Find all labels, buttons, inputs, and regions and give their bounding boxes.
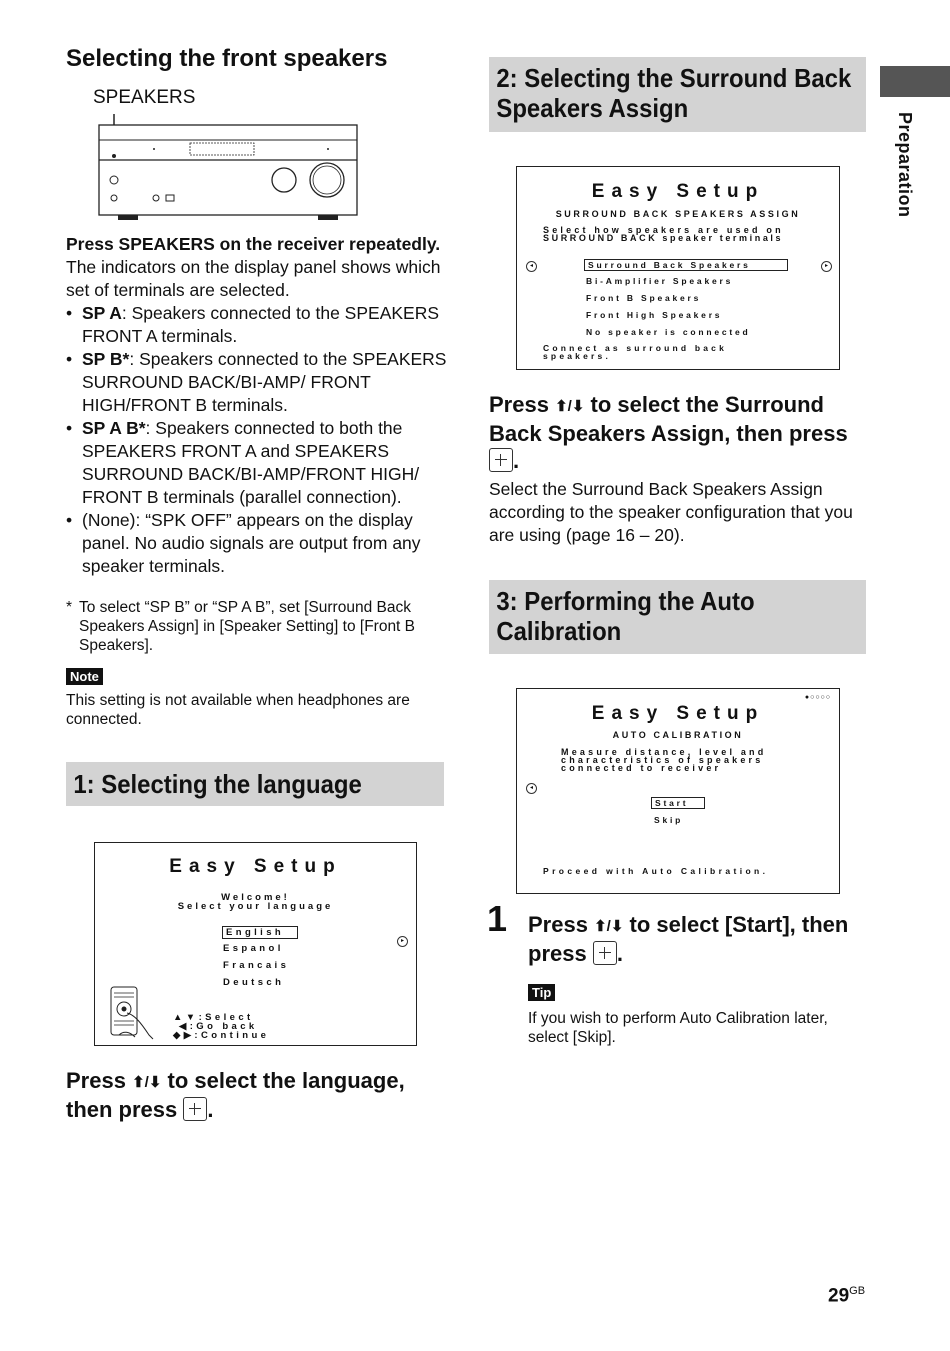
screen-desc-line1: Select how speakers are used on [543, 225, 784, 235]
option-skip[interactable]: Skip [654, 815, 684, 825]
tip-text: If you wish to perform Auto Calibration later, select [Skip]. [528, 1010, 828, 1046]
option-start[interactable]: Start [651, 797, 705, 809]
receiver-illustration [96, 110, 362, 222]
screen-desc-line1: Measure distance, level and [561, 747, 767, 757]
option-front-b[interactable]: Front B Speakers [586, 293, 702, 303]
option-bi-amplifier[interactable]: Bi-Amplifier Speakers [586, 276, 734, 286]
enter-key-icon [593, 941, 617, 965]
legend-select: ▲▼:Select [173, 1012, 254, 1023]
tip-block [528, 984, 863, 1047]
page-number: $29^{GB}$ [828, 1285, 866, 1307]
section1-title: 1: Selecting the language [73, 769, 362, 799]
surround-description: Select the Surround Back Speakers Assign according to the speaker configuration that you are using (page 16 – 20). [489, 479, 853, 545]
next-arrow-icon: ▸ [821, 261, 832, 272]
speaker-modes-list [66, 302, 451, 578]
list-item: • SP B*: Speakers connected to the SPEAKERS SURROUND BACK/BI-AMP/ FRONT HIGH/FRONT B terminals. [82, 348, 451, 417]
language-option-deutsch[interactable]: Deutsch [223, 977, 285, 988]
enter-key-icon [489, 448, 513, 472]
auto-calibration-screen [516, 688, 840, 894]
legend-go-back: ◀:Go back [179, 1021, 258, 1032]
screen-title: Easy Setup [591, 703, 765, 724]
press-start-instruction: Press ⬆/⬇ to select [Start], then press . [528, 912, 849, 966]
option-no-speaker[interactable]: No speaker is connected [586, 327, 751, 337]
language-option-francais[interactable]: Francais [223, 960, 290, 971]
section2-banner [489, 57, 866, 132]
section1-banner [66, 762, 444, 806]
welcome-text: Welcome! [221, 892, 290, 903]
instruction-text: Press SPEAKERS on the receiver repeatedly. [66, 234, 441, 254]
footnote [66, 598, 446, 655]
screen-subtitle: AUTO CALIBRATION [612, 730, 744, 740]
next-arrow-icon: ▸ [397, 936, 408, 947]
option-front-high[interactable]: Front High Speakers [586, 310, 723, 320]
screen-title: Easy Setup [169, 856, 342, 877]
footnote-text: To select “SP B” or “SP A B”, set [Surround Back Speakers Assign] in [Speaker Setting] to [Front B Speakers]. [79, 599, 416, 654]
legend-continue: ◆▶:Continue [173, 1030, 270, 1041]
select-language-text: Select your language [177, 901, 334, 912]
side-tab-bar [880, 66, 950, 97]
screen-footer-line2: speakers. [543, 351, 612, 361]
language-screen [94, 842, 417, 1046]
screen-footer-line1: Connect as surround back [543, 343, 728, 353]
note-label: Note [66, 668, 103, 685]
step-number: 1 [487, 898, 508, 939]
note-block [66, 668, 446, 729]
side-tab-label: Preparation [895, 112, 915, 218]
prev-arrow-icon: ◂ [526, 261, 537, 272]
press-surround-instruction: Press ⬆/⬇ to select the Surround Back Speakers Assign, then press . [489, 392, 848, 473]
section3-banner [489, 580, 866, 654]
list-item: • SP A B*: Speakers connected to both the SPEAKERS FRONT A and SPEAKERS SURROUND BACK/BI-AMP/FRONT HIGH/ FRONT B terminals (parallel connection). [82, 417, 451, 509]
up-down-arrows-icon: ⬆/⬇ [555, 398, 585, 415]
screen-desc-line2: characteristics of speakers [561, 755, 764, 765]
surround-back-screen [516, 166, 840, 370]
press-language-instruction: Press ⬆/⬇ to select the language, then press . [66, 1068, 405, 1122]
note-text: This setting is not available when headphones are connected. [66, 692, 410, 728]
tip-label: Tip [528, 984, 555, 1001]
footnote-mark: * [66, 599, 73, 616]
screen-subtitle: SURROUND BACK SPEAKERS ASSIGN [555, 209, 801, 219]
screen-desc-line2: SURROUND BACK speaker terminals [543, 233, 784, 243]
up-down-arrows-icon: ⬆/⬇ [132, 1074, 162, 1091]
front-speakers-body [66, 233, 451, 578]
speakers-label: SPEAKERS [93, 87, 196, 108]
screen-desc-line3: connected to receiver [561, 763, 722, 773]
language-option-espanol[interactable]: Espanol [223, 943, 284, 954]
page-indicator-icon: ●○○○○ [804, 694, 831, 701]
front-speakers-heading: Selecting the front speakers [66, 45, 388, 72]
prev-arrow-icon: ◂ [526, 783, 537, 794]
enter-key-icon [183, 1097, 207, 1121]
screen-title: Easy Setup [591, 181, 765, 202]
language-option-english[interactable]: English [222, 926, 298, 939]
intro-text: The indicators on the display panel shows which set of terminals are selected. [66, 257, 441, 300]
list-item: • SP A: Speakers connected to the SPEAKERS FRONT A terminals. [82, 302, 451, 348]
up-down-arrows-icon: ⬆/⬇ [594, 918, 624, 935]
section2-title: 2: Selecting the Surround Back Speakers Assign [496, 63, 852, 123]
remote-control-icon [105, 985, 157, 1041]
option-surround-back[interactable]: Surround Back Speakers [584, 259, 788, 271]
screen-footer: Proceed with Auto Calibration. [543, 866, 769, 876]
list-item: • (None): “SPK OFF” appears on the display panel. No audio signals are output from any speaker terminals. [82, 509, 451, 578]
section3-title: 3: Performing the Auto Calibration [496, 586, 755, 646]
